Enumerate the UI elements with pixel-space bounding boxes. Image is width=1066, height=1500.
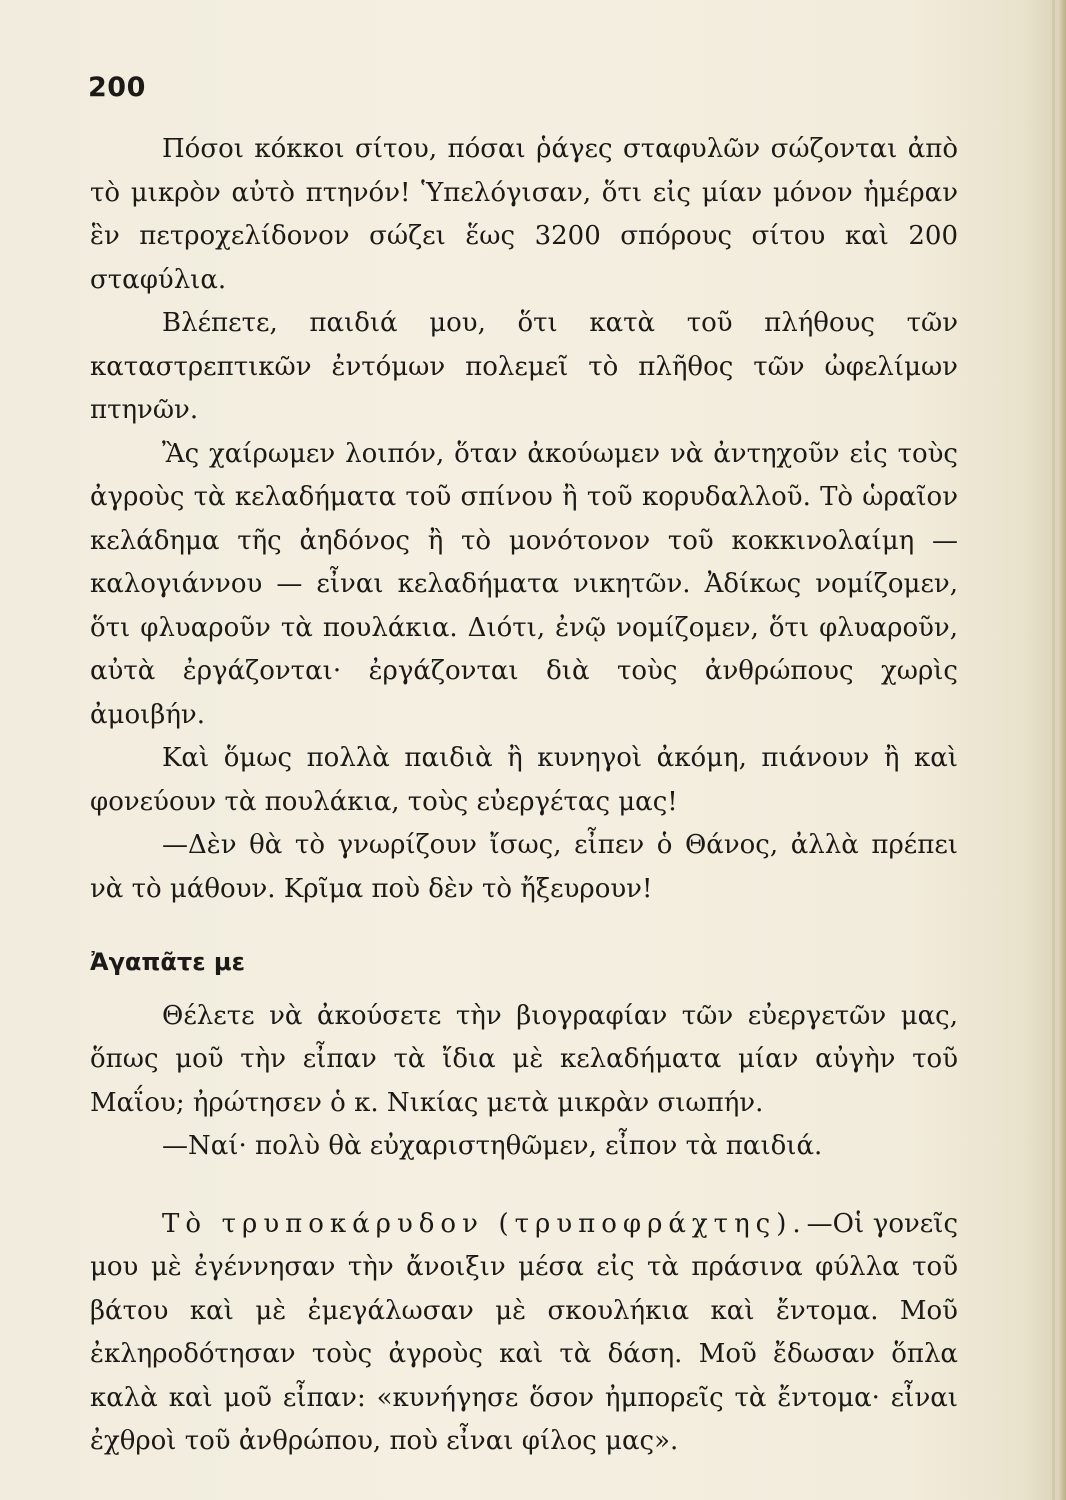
woodpecker-text: —Οἱ γονεῖς μου μὲ ἐγέννησαν τὴν ἄνοιξιν μέσα εἰς τὰ πράσινα φύλλα τοῦ βάτου καὶ μὲ ἐμεγάλωσαν μὲ σκουλήκια καὶ ἔντομα. Μοῦ ἐκληροδότησαν τοὺς ἀγροὺς καὶ τὰ δάση. Μοῦ ἔδωσαν ὅπλα καλὰ καὶ μοῦ εἶπαν: «κυνήγησε ὅσον ἠμπορεῖς τὰ ἔντομα· εἶναι ἐχθροὶ τοῦ ἀνθρώπου, ποὺ εἶναι φίλος μας». [90, 1208, 959, 1456]
paragraph-children-reply: —Ναί· πολὺ θὰ εὐχαριστηθῶμεν, εἶπον τὰ παιδιά. [162, 1131, 823, 1161]
section-spacer [90, 1169, 958, 1203]
section-heading: Ἀγαπᾶτε με [90, 948, 245, 976]
body-text [90, 128, 958, 1464]
page-number: 200 [88, 72, 146, 103]
paragraph-hunters: Καὶ ὅμως πολλὰ παιδιὰ ἢ κυνηγοὶ ἀκόμη, πιάνουν ἢ καὶ φονεύουν τὰ πουλάκια, τοὺς εὐεργέτας μας! [90, 743, 958, 817]
woodpecker-title: Τὸ τρυποκάρυδον (τρυποφράχτης). [162, 1208, 807, 1239]
paragraph-woodpecker [90, 1203, 958, 1464]
paragraph-thanos-reply: —Δὲν θὰ τὸ γνωρίζουν ἴσως, εἶπεν ὁ Θάνος, ἀλλὰ πρέπει νὰ τὸ μάθουν. Κρῖμα ποὺ δὲν τὸ ἤξευρουν! [90, 830, 958, 904]
page-edge-shadow [1052, 0, 1055, 1500]
paragraph-insects-vs-birds: Βλέπετε, παιδιά μου, ὅτι κατὰ τοῦ πλήθους τῶν καταστρεπτικῶν ἐντόμων πολεμεῖ τὸ πλῆθος τῶν ὠφελίμων πτηνῶν. [90, 308, 958, 425]
paragraph-grain-count: Πόσοι κόκκοι σίτου, πόσαι ῥάγες σταφυλῶν σώζονται ἀπὸ τὸ μικρὸν αὐτὸ πτηνόν! Ὑπελόγισαν, ὅτι εἰς μίαν μόνον ἡμέραν ἓν πετροχελίδονον σώζει ἕως 3200 σπόρους σίτου καὶ 200 σταφύλια. [90, 134, 958, 295]
paragraph-bird-songs: Ἂς χαίρωμεν λοιπόν, ὅταν ἀκούωμεν νὰ ἀντηχοῦν εἰς τοὺς ἀγροὺς τὰ κελαδήματα τοῦ σπίνου ἢ τοῦ κορυδαλλοῦ. Τὸ ὡραῖον κελάδημα τῆς ἀηδόνος ἢ τὸ μονότονον τοῦ κοκκινολαίμη — καλογιάννου — εἶναι κελαδήματα νικητῶν. Ἀδίκως νομίζομεν, ὅτι φλυαροῦν τὰ πουλάκια. Διότι, ἐνῷ νομίζομεν, ὅτι φλυαροῦν, αὐτὰ ἐργάζονται· ἐργάζονται διὰ τοὺς ἀνθρώπους χωρὶς ἀμοιβήν. [90, 438, 958, 730]
paragraph-biography-question: Θέλετε νὰ ἀκούσετε τὴν βιογραφίαν τῶν εὐεργετῶν μας, ὅπως μοῦ τὴν εἶπαν τὰ ἴδια μὲ κελαδήματα μίαν αὐγὴν τοῦ Μαΐου; ἠρώτησεν ὁ κ. Νικίας μετὰ μικρὰν σιωπήν. [90, 1000, 958, 1118]
page-binding-edge [1058, 0, 1066, 1500]
